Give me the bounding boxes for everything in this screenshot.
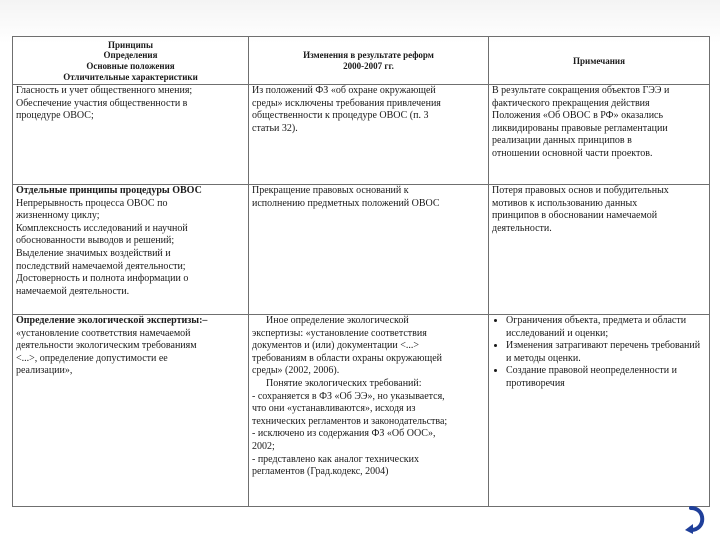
- curved-return-arrow-icon[interactable]: [682, 504, 708, 534]
- row3-notes: [489, 315, 710, 507]
- row1-notes: В результате сокращения объектов ГЭЭ и фактического прекращения действия Положения «Об ОВОС в РФ» оказались ликвидированы правовые регламентации реализации данных принципов в отношении основной части проектов.: [489, 85, 710, 185]
- header-principles: Принципы Определения Основные положения Отличительные характеристики: [13, 37, 249, 85]
- row1-principles: Гласность и учет общественного мнения; Обеспечение участия общественности в процедуре ОВОС;: [13, 85, 249, 185]
- reform-table: [12, 36, 710, 507]
- row1-changes: Из положений ФЗ «об охране окружающей среды» исключены требования привлечения общественности к процедуре ОВОС (п. 3 статьи 32).: [249, 85, 489, 185]
- list-item: • Создание правовой неопределенности и противоречия: [506, 365, 706, 390]
- list-item: • Изменения затрагивают перечень требований и методы оценки.: [506, 340, 706, 365]
- row3-title: Определение экологической экспертизы:–: [16, 315, 208, 326]
- list-item: • Ограничения объекта, предмета и области исследований и оценки;: [506, 315, 706, 340]
- notes-list: [492, 315, 706, 391]
- header-changes: Изменения в результате реформ 2000-2007 гг.: [249, 37, 489, 85]
- row3-principles: Определение экологической экспертизы:– «установление соответствия намечаемой деятельности экологическим требованиям <...>, определение допустимости ее реализации»,: [13, 315, 249, 507]
- row2-changes: Прекращение правовых оснований к исполнению предметных положений ОВОС: [249, 185, 489, 315]
- table-header-row: [13, 37, 710, 85]
- table-row: [13, 185, 710, 315]
- table-row: [13, 315, 710, 507]
- row3-changes: Иное определение экологической экспертизы: «установление соответствия документов и (или) документации <...> требованиям в области охраны окружающей среды» (2002, 2006). Понятие экологических требований: - сохраняется в ФЗ «Об ЭЭ», но указывается, что они «устанавливаются», исходя из технических регламентов и законодательства; - исключено из содержания ФЗ «Об ООС», 2002; - представлено как аналог технических регламентов (Град.кодекс, 2004): [249, 315, 489, 507]
- header-notes: Примечания: [489, 37, 710, 85]
- table-row: [13, 85, 710, 185]
- row2-title: Отдельные принципы процедуры ОВОС: [16, 185, 202, 196]
- row2-notes: Потеря правовых основ и побудительных мотивов к использованию данных принципов в обосновании намечаемой деятельности.: [489, 185, 710, 315]
- row2-principles: Отдельные принципы процедуры ОВОС Непрерывность процесса ОВОС по жизненному циклу; Комплексность исследований и научной обоснованности выводов и решений; Выделение значимых воздействий и последствий намечаемой деятельности; Достоверность и полнота информации о намечаемой деятельности.: [13, 185, 249, 315]
